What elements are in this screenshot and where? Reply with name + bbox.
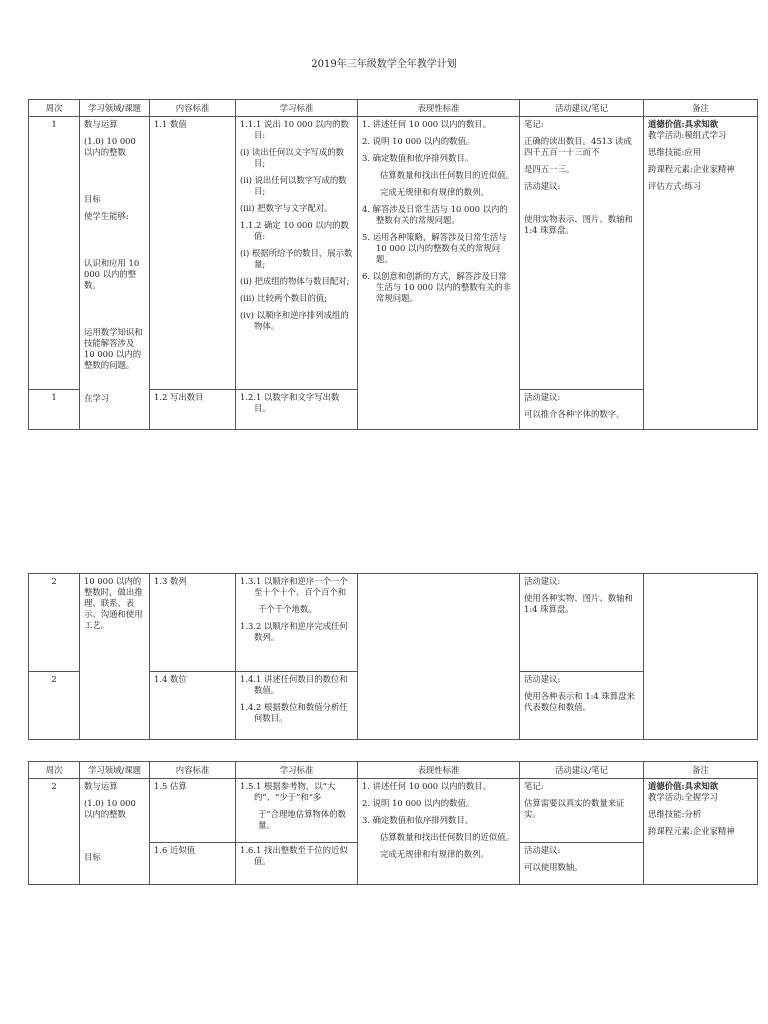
- content-standard-cell: 1.2 写出数目: [150, 390, 236, 430]
- week-cell: 2: [29, 779, 80, 885]
- table-row: [29, 117, 758, 390]
- activity-cell: 活动建议: 使用各种实物、图片、数轴和 1:4 珠算盘。: [520, 574, 644, 672]
- content-standard-cell: 1.3 数列: [150, 574, 236, 672]
- domain-cell: 数与运算 (1.0) 10 000 以内的整数 目标: [80, 779, 150, 885]
- learning-standard-cell: 1.2.1 以数字和文字写出数目。: [236, 390, 358, 430]
- plan-table-3: [28, 761, 758, 885]
- week-cell: 1: [29, 117, 80, 390]
- performance-standard-cell: [358, 574, 520, 740]
- header-domain: 学习领域/课题: [80, 762, 150, 779]
- performance-standard-cell: 1. 讲述任何 10 000 以内的数目。 2. 说明 10 000 以内的数值。 3. 确定数值和依序排列数目。 估算数量和找出任何数目的近似值。 完成无规律和有规律的数列。 4. 解答涉及日常生活与 10 000 以内的整数有关的常规问题。 5. 运用各种策略，解答涉及日常生活与 10 000 以内的整数有关的常规问题。 6. 以创意和创新的方式，解答涉及日常生活与 10 000 以内的整数有关的非常规问题。: [358, 117, 520, 430]
- learning-standard-cell: 1.5.1 根据参考物，以“大约”、“少于”和“多 于”合理地估算物体的数量。: [236, 779, 358, 843]
- header-content: 内容标准: [150, 100, 236, 117]
- header-remarks: 备注: [644, 100, 758, 117]
- header-activity: 活动建议/笔记: [520, 762, 644, 779]
- table-header-row: [29, 762, 758, 779]
- content-standard-cell: 1.5 估算: [150, 779, 236, 843]
- remarks-cell: 道德价值:具求知欲 教学活动:全握学习 思维技能:分析 跨课程元素:企业家精神: [644, 779, 758, 885]
- page-title: 2019年三年级数学全年教学计划: [311, 59, 457, 70]
- header-learning: 学习标准: [236, 100, 358, 117]
- activity-cell: 笔记: 估算需要以真实的数量来证实。: [520, 779, 644, 843]
- activity-cell: 笔记: 正确的读出数目。4513 读成四千五百一十三而不 是四五一三。 活动建议: 使用实物表示、图片、数轴和 1:4 珠算盘。: [520, 117, 644, 390]
- header-remarks: 备注: [644, 762, 758, 779]
- performance-standard-cell: 1. 讲述任何 10 000 以内的数目。 2. 说明 10 000 以内的数值。 3. 确定数值和依序排列数目。 估算数量和找出任何数目的近似值。 完成无规律和有规律的数列。: [358, 779, 520, 885]
- domain-cell: 数与运算 (1.0) 10 000 以内的整数 目标 使学生能够: 认识和应用 10 000 以内的整数。 运用数学知识和技能解答涉及 10 000 以内的整数的问题。 在学习: [80, 117, 150, 430]
- week-cell: 2: [29, 574, 80, 672]
- header-week: 周次: [29, 762, 80, 779]
- content-standard-cell: 1.4 数位: [150, 672, 236, 740]
- week-cell: 1: [29, 390, 80, 430]
- header-performance: 表现性标准: [358, 100, 520, 117]
- header-learning: 学习标准: [236, 762, 358, 779]
- header-activity: 活动建议/笔记: [520, 100, 644, 117]
- remarks-cell: [644, 574, 758, 740]
- plan-table-2: [28, 573, 758, 740]
- table-header-row: [29, 100, 758, 117]
- activity-cell: 活动建议: 可以使用数轴。: [520, 843, 644, 885]
- learning-standard-cell: 1.1.1 说出 10 000 以内的数目: (i) 读出任何以文字写成的数目; (ii) 说出任何以数字写成的数目; (iii) 把数字与文字配对。 1.1.2 确定 10 000 以内的数值: (i) 根据所给予的数目，展示数量; (ii) 把成组的物体与数目配对; (iii) 比较两个数目的值; (iv) 以顺序和逆序排列成组的物体。: [236, 117, 358, 390]
- header-performance: 表现性标准: [358, 762, 520, 779]
- week-cell: 2: [29, 672, 80, 740]
- table-row: [29, 574, 758, 672]
- header-week: 周次: [29, 100, 80, 117]
- header-domain: 学习领域/课题: [80, 100, 150, 117]
- content-standard-cell: 1.6 近似值: [150, 843, 236, 885]
- learning-standard-cell: 1.3.1 以顺序和逆序一个一个至十个十个、百个百个和 千个千个地数。 1.3.2 以顺序和逆序完成任何数列。: [236, 574, 358, 672]
- activity-cell: 活动建议: 可以推介各种字体的数字。: [520, 390, 644, 430]
- domain-cell: 10 000 以内的整数时，做出推理、联系、表示、沟通和使用工艺。: [80, 574, 150, 740]
- learning-standard-cell: 1.6.1 找出整数至千位的近似值。: [236, 843, 358, 885]
- plan-table-1: [28, 99, 758, 430]
- content-standard-cell: 1.1 数值: [150, 117, 236, 390]
- activity-cell: 活动建议: 使用各种表示和 1:4 珠算盘来代表数位和数值。: [520, 672, 644, 740]
- table-row: [29, 779, 758, 843]
- remarks-cell: 道德价值:具求知欲 教学活动:模组式学习 思维技能:应用 跨课程元素:企业家精神 评估方式:练习: [644, 117, 758, 430]
- header-content: 内容标准: [150, 762, 236, 779]
- learning-standard-cell: 1.4.1 讲述任何数目的数位和数值。 1.4.2 根据数位和数值分析任何数目。: [236, 672, 358, 740]
